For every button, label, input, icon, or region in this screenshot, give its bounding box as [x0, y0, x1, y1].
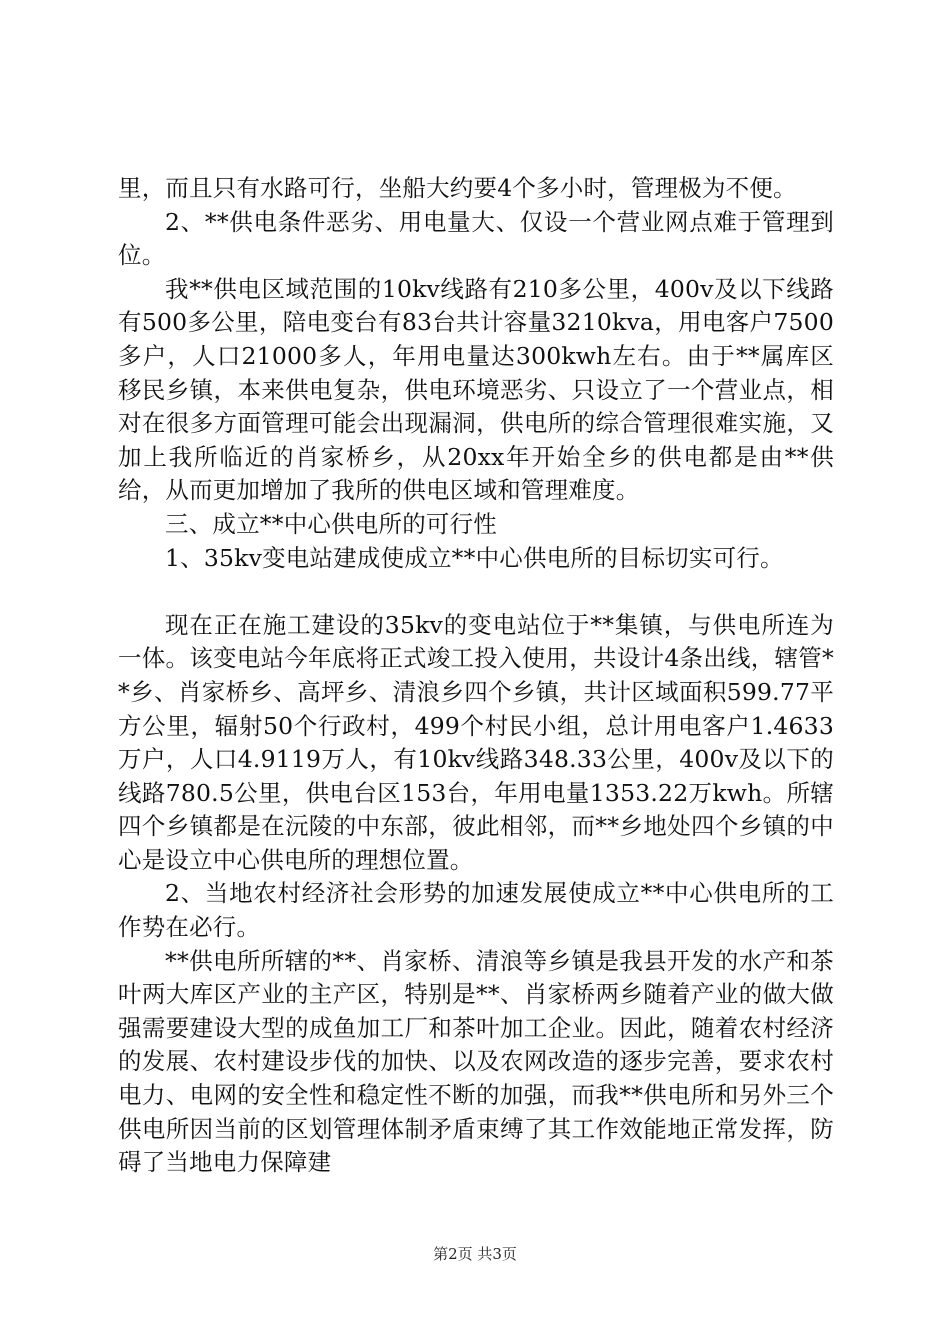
paragraph-supply-area-details: 我**供电区域范围的10kv线路有210多公里，400v及以下线路有500多公里，陪电变台有83台共计容量3210kva，用电客户7500多户，人口21000多人，年用电量达300kwh左右。由于**属库区移民乡镇，本来供电复杂，供电环境恶劣、只设立了一个营业点，相对在很多方面管理可能会出现漏洞，供电所的综合管理很难实施，又加上我所临近的肖家桥乡，从20xx年开始全乡的供电都是由**供给，从而更加增加了我所的供电区域和管理难度。 [118, 274, 834, 505]
paragraph-point-2b-heading: 2、当地农村经济社会形势的加速发展使成立**中心供电所的工作势在必行。 [118, 879, 834, 942]
paragraph-economic-development: **供电所所辖的**、肖家桥、清浪等乡镇是我县开发的水产和茶叶两大库区产业的主产区，特别是**、肖家桥两乡随着产业的做大做强需要建设大型的成鱼加工厂和茶叶加工企业。因此，随着农村经济的发展、农村建设步伐的加快、以及农网改造的逐步完善，要求农村电力、电网的安全性和稳定性不断的加强，而我**供电所和另外三个供电所因当前的区划管理体制矛盾束缚了其工作效能地正常发挥，防碍了当地电力保障建 [118, 946, 834, 1177]
paragraph-continuation: 里，而且只有水路可行，坐船大约要4个多小时，管理极为不便。 [118, 174, 797, 202]
section-heading-feasibility: 三、成立**中心供电所的可行性 [165, 509, 497, 538]
paragraph-point-1-heading: 1、35kv变电站建成使成立**中心供电所的目标切实可行。 [165, 543, 784, 572]
paragraph-point-2-heading: 2、**供电条件恶劣、用电量大、仅设一个营业网点难于管理到位。 [118, 207, 834, 270]
blank-line [118, 575, 834, 609]
page-number-footer: 第2页 共3页 [433, 1245, 517, 1263]
document-body [118, 172, 834, 1180]
paragraph-substation-details: 现在正在施工建设的35kv的变电站位于**集镇，与供电所连为一体。该变电站今年底将正式竣工投入使用，共设计4条出线，辖管**乡、肖家桥乡、高坪乡、清浪乡四个乡镇，共计区域面积599.77平方公里，辐射50个行政村，499个村民小组，总计用电客户1.4633万户，人口4.9119万人，有10kv线路348.33公里，400v及以下的线路780.5公里，供电台区153台，年用电量1353.22万kwh。所辖四个乡镇都是在沅陵的中东部，彼此相邻，而**乡地处四个乡镇的中心是设立中心供电所的理想位置。 [118, 610, 834, 874]
